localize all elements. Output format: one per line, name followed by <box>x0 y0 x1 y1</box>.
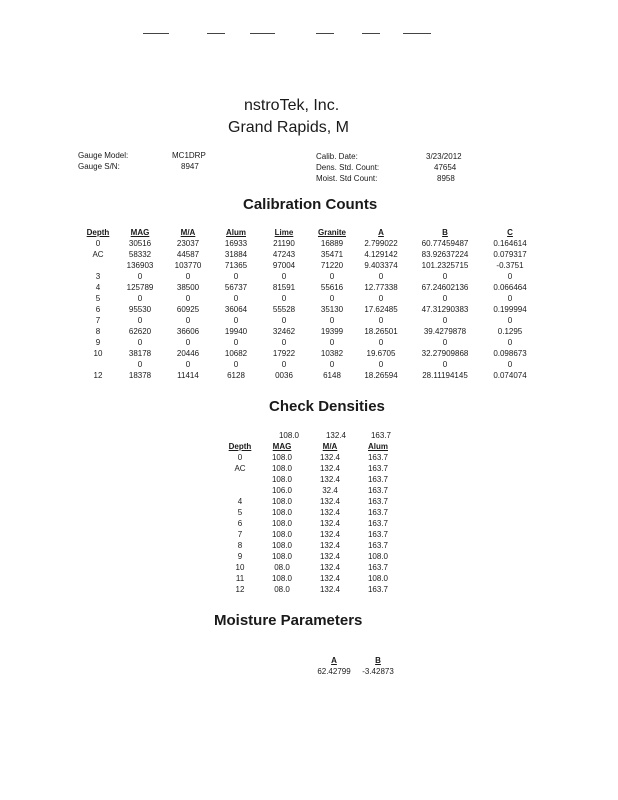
table-cell: 67.24602136 <box>421 283 469 292</box>
table-row <box>222 573 402 584</box>
table-cell: 132.4 <box>319 453 341 462</box>
table-row <box>80 326 536 337</box>
table-cell: 0.199994 <box>493 305 527 314</box>
table-cell: 35130 <box>320 305 344 314</box>
table-cell: 163.7 <box>367 541 389 550</box>
moisture-a-value: 62.42799 <box>317 667 351 676</box>
table-cell: 163.7 <box>367 486 389 495</box>
table-cell: 0 <box>281 294 287 303</box>
header-rule <box>250 33 275 34</box>
table-cell: 38500 <box>176 283 200 292</box>
table-cell: 0036 <box>275 371 293 380</box>
table-cell: 0 <box>137 294 143 303</box>
table-cell: 71365 <box>224 261 248 270</box>
table-cell: 132.4 <box>319 563 341 572</box>
table-cell: 18.26501 <box>364 327 398 336</box>
table-cell: 30516 <box>128 239 152 248</box>
table-cell: 108.0 <box>271 464 293 473</box>
table-cell: 56737 <box>224 283 248 292</box>
table-cell: 0.074074 <box>493 371 527 380</box>
table-cell: 163.7 <box>367 464 389 473</box>
company-city: Grand Rapids, M <box>228 119 349 136</box>
table-cell: 0 <box>281 316 287 325</box>
table-cell: 0 <box>281 272 287 281</box>
table-cell: 0 <box>378 316 384 325</box>
table-cell: AC <box>234 464 246 473</box>
table-cell: 62620 <box>128 327 152 336</box>
table-cell: 0 <box>442 294 448 303</box>
table-cell: 39.4279878 <box>423 327 467 336</box>
company-name: nstroTek, Inc. <box>244 97 340 114</box>
table-cell: 0 <box>329 272 335 281</box>
table-cell: 163.7 <box>367 497 389 506</box>
gauge-sn-label: Gauge S/N: <box>78 162 120 171</box>
table-cell: 0 <box>507 338 513 347</box>
table-row <box>80 359 536 370</box>
table-cell: 12 <box>235 585 245 594</box>
table-cell: 55616 <box>320 283 344 292</box>
table-cell: AC <box>92 250 104 259</box>
dens-std-count-label: Dens. Std. Count: <box>316 163 380 172</box>
table-cell: 136903 <box>126 261 154 270</box>
col-alum: Alum <box>368 442 388 451</box>
table-row <box>222 540 402 551</box>
table-row <box>222 496 402 507</box>
table-cell: 11414 <box>177 371 199 380</box>
table-cell: 95530 <box>128 305 152 314</box>
col-b: B <box>375 656 381 665</box>
table-cell: 0 <box>378 294 384 303</box>
table-cell: 32462 <box>272 327 296 336</box>
table-cell: 0.164614 <box>493 239 527 248</box>
table-cell: 163.7 <box>367 475 389 484</box>
table-cell: 0 <box>95 239 101 248</box>
table-row <box>80 271 536 282</box>
check-ref-ma: 132.4 <box>325 431 347 440</box>
table-cell: 8 <box>95 327 101 336</box>
table-cell: 132.4 <box>319 530 341 539</box>
table-cell: 9 <box>237 552 243 561</box>
table-cell: 4 <box>95 283 101 292</box>
col-ma: M/A <box>180 228 196 237</box>
table-cell: 60.77459487 <box>421 239 469 248</box>
table-row <box>222 452 402 463</box>
table-cell: 108.0 <box>271 541 293 550</box>
table-cell: 44587 <box>176 250 200 259</box>
moisture-header-row <box>312 655 400 666</box>
table-cell: 0 <box>233 360 239 369</box>
table-cell: 132.4 <box>319 497 341 506</box>
table-cell: 132.4 <box>319 464 341 473</box>
table-cell: 47243 <box>272 250 296 259</box>
table-cell: 132.4 <box>319 519 341 528</box>
table-cell: 11 <box>235 574 245 583</box>
table-cell: 0 <box>185 360 191 369</box>
table-cell: 132.4 <box>319 475 341 484</box>
table-row <box>80 249 536 260</box>
table-cell: 4.129142 <box>364 250 398 259</box>
table-cell: 6148 <box>323 371 341 380</box>
table-row <box>80 260 536 271</box>
table-cell: 132.4 <box>319 541 341 550</box>
col-lime: Lime <box>274 228 294 237</box>
table-cell: 132.4 <box>319 574 341 583</box>
col-alum: Alum <box>226 228 246 237</box>
table-row <box>222 551 402 562</box>
table-cell: 0 <box>281 338 287 347</box>
table-cell: 6 <box>95 305 101 314</box>
table-cell: 163.7 <box>367 519 389 528</box>
table-cell: 7 <box>95 316 101 325</box>
table-cell: 81591 <box>272 283 296 292</box>
table-cell: 132.4 <box>319 552 341 561</box>
calibration-header-row <box>80 227 536 238</box>
header-rule <box>316 33 334 34</box>
table-cell: 0 <box>329 316 335 325</box>
table-cell: 0 <box>137 360 143 369</box>
table-cell: 23037 <box>176 239 200 248</box>
moisture-parameters-title: Moisture Parameters <box>214 612 363 629</box>
col-mag: MAG <box>272 442 292 451</box>
table-cell: 103770 <box>174 261 202 270</box>
table-cell: 0 <box>329 338 335 347</box>
table-cell: 58332 <box>128 250 152 259</box>
col-a: A <box>331 656 337 665</box>
table-cell: 0 <box>378 272 384 281</box>
table-cell: 108.0 <box>271 530 293 539</box>
table-cell: 108.0 <box>271 453 293 462</box>
table-cell <box>80 260 116 271</box>
table-row <box>80 238 536 249</box>
table-cell: 28.11194145 <box>422 371 468 380</box>
table-row <box>222 584 402 595</box>
header-rule <box>207 33 225 34</box>
table-cell: 163.7 <box>367 508 389 517</box>
col-mag: MAG <box>130 228 150 237</box>
table-cell: 8 <box>237 541 243 550</box>
table-cell: 108.0 <box>367 574 389 583</box>
col-depth: Depth <box>228 442 252 451</box>
table-cell: 0 <box>507 294 513 303</box>
table-cell: 0 <box>185 272 191 281</box>
table-cell: 5 <box>95 294 101 303</box>
calib-date-value: 3/23/2012 <box>426 152 462 161</box>
table-cell: 9 <box>95 338 101 347</box>
table-cell: 108.0 <box>271 574 293 583</box>
check-densities-title: Check Densities <box>269 398 385 415</box>
table-row <box>222 518 402 529</box>
table-cell: 19940 <box>224 327 248 336</box>
table-cell: 0 <box>233 272 239 281</box>
table-cell: 0 <box>233 338 239 347</box>
table-cell: 5 <box>237 508 243 517</box>
table-cell: 17922 <box>272 349 296 358</box>
table-cell: 32.4 <box>322 486 338 495</box>
table-cell: 0 <box>507 316 513 325</box>
table-cell: 163.7 <box>367 453 389 462</box>
table-cell: 08.0 <box>274 563 290 572</box>
table-cell: 10382 <box>320 349 344 358</box>
table-cell: 132.4 <box>319 585 341 594</box>
table-cell: 0 <box>281 360 287 369</box>
calibration-counts-title: Calibration Counts <box>243 196 378 213</box>
table-cell: 0 <box>442 360 448 369</box>
check-densities-table <box>222 441 402 595</box>
table-cell: 9.403374 <box>364 261 398 270</box>
table-cell: 10 <box>93 349 103 358</box>
moisture-table <box>312 655 400 677</box>
table-row <box>222 507 402 518</box>
table-cell: 83.92637224 <box>421 250 469 259</box>
table-row <box>222 529 402 540</box>
calibration-rows <box>80 238 536 381</box>
table-cell: 0 <box>507 360 513 369</box>
table-row <box>80 348 536 359</box>
table-cell <box>222 485 258 496</box>
table-cell: 163.7 <box>367 585 389 594</box>
calibration-counts-table <box>80 227 536 381</box>
check-ref-alum: 163.7 <box>370 431 392 440</box>
table-cell: 3 <box>95 272 101 281</box>
col-ma: M/A <box>322 442 338 451</box>
table-cell: 0.098673 <box>493 349 527 358</box>
table-cell: 47.31290383 <box>421 305 469 314</box>
table-cell: 2.799022 <box>364 239 398 248</box>
table-cell: 132.4 <box>319 508 341 517</box>
table-cell: 163.7 <box>367 530 389 539</box>
table-cell: 0.079317 <box>493 250 527 259</box>
table-cell: 108.0 <box>271 519 293 528</box>
dens-std-count-value: 47654 <box>434 163 457 172</box>
table-cell: 16889 <box>320 239 344 248</box>
col-a: A <box>378 228 384 237</box>
table-row <box>80 304 536 315</box>
table-cell: 0 <box>442 272 448 281</box>
table-cell: 0 <box>233 294 239 303</box>
table-row <box>80 370 536 381</box>
table-cell: 38178 <box>128 349 152 358</box>
table-cell: 0 <box>378 338 384 347</box>
table-cell: 36064 <box>224 305 248 314</box>
header-rule <box>403 33 431 34</box>
table-cell: 0 <box>237 453 243 462</box>
table-cell: 20446 <box>176 349 200 358</box>
table-cell: 101.2325715 <box>421 261 469 270</box>
table-cell: 17.62485 <box>364 305 398 314</box>
table-cell: 0 <box>137 272 143 281</box>
table-cell: 6128 <box>227 371 245 380</box>
table-cell: 7 <box>237 530 243 539</box>
gauge-sn-value: 8947 <box>181 162 199 171</box>
table-cell: 31884 <box>224 250 248 259</box>
col-granite: Granite <box>317 228 346 237</box>
table-cell: 60925 <box>176 305 200 314</box>
table-cell: 4 <box>237 497 243 506</box>
table-cell: 36606 <box>176 327 200 336</box>
table-cell: 0 <box>185 316 191 325</box>
table-cell: 12 <box>93 371 103 380</box>
table-row <box>80 315 536 326</box>
table-cell: 71220 <box>320 261 344 270</box>
col-depth: Depth <box>86 228 110 237</box>
calib-date-label: Calib. Date: <box>316 152 358 161</box>
table-cell: 97004 <box>272 261 296 270</box>
table-row <box>80 337 536 348</box>
table-cell: 18378 <box>128 371 152 380</box>
moisture-values-row <box>312 666 400 677</box>
table-cell: 0 <box>442 338 448 347</box>
table-cell: 0.066464 <box>493 283 527 292</box>
table-cell: 0 <box>507 272 513 281</box>
table-row <box>222 474 402 485</box>
table-cell: 0 <box>329 294 335 303</box>
table-cell: 106.0 <box>271 486 293 495</box>
table-cell: 108.0 <box>367 552 389 561</box>
table-cell <box>222 474 258 485</box>
table-cell: 0 <box>137 316 143 325</box>
table-cell: 0 <box>185 294 191 303</box>
table-cell: 125789 <box>126 283 154 292</box>
moisture-b-value: -3.42873 <box>362 667 394 676</box>
table-cell: 0 <box>329 360 335 369</box>
table-row <box>222 562 402 573</box>
table-cell: 0 <box>185 338 191 347</box>
table-cell: 55528 <box>272 305 296 314</box>
table-cell: 08.0 <box>274 585 290 594</box>
table-cell: 10682 <box>224 349 248 358</box>
table-cell: -0.3751 <box>496 261 524 270</box>
table-cell: 108.0 <box>271 497 293 506</box>
table-row <box>222 485 402 496</box>
table-row <box>222 463 402 474</box>
table-cell: 16933 <box>224 239 248 248</box>
table-cell: 6 <box>237 519 243 528</box>
table-cell: 10 <box>235 563 245 572</box>
table-cell: 163.7 <box>367 563 389 572</box>
check-header-row <box>222 441 402 452</box>
table-cell: 0 <box>378 360 384 369</box>
table-cell: 19.6705 <box>366 349 396 358</box>
table-cell: 12.77338 <box>364 283 398 292</box>
table-cell: 108.0 <box>271 475 293 484</box>
gauge-model-label: Gauge Model: <box>78 151 129 160</box>
col-b: B <box>442 228 448 237</box>
moist-std-count-value: 8958 <box>437 174 455 183</box>
table-cell: 108.0 <box>271 552 293 561</box>
table-cell: 18.26594 <box>364 371 398 380</box>
table-cell: 0 <box>442 316 448 325</box>
table-cell: 0 <box>137 338 143 347</box>
table-cell: 0.1295 <box>497 327 523 336</box>
col-c: C <box>507 228 513 237</box>
check-rows <box>222 452 402 595</box>
table-cell: 32.27909868 <box>421 349 469 358</box>
header-rule <box>143 33 169 34</box>
moist-std-count-label: Moist. Std Count: <box>316 174 378 183</box>
table-cell: 19399 <box>320 327 344 336</box>
header-rule <box>362 33 380 34</box>
table-cell: 0 <box>233 316 239 325</box>
table-cell: 35471 <box>320 250 344 259</box>
gauge-model-value: MC1DRP <box>172 151 206 160</box>
table-cell: 108.0 <box>271 508 293 517</box>
table-row <box>80 293 536 304</box>
table-cell <box>80 359 116 370</box>
table-row <box>80 282 536 293</box>
table-cell: 21190 <box>273 239 295 248</box>
check-ref-mag: 108.0 <box>278 431 300 440</box>
